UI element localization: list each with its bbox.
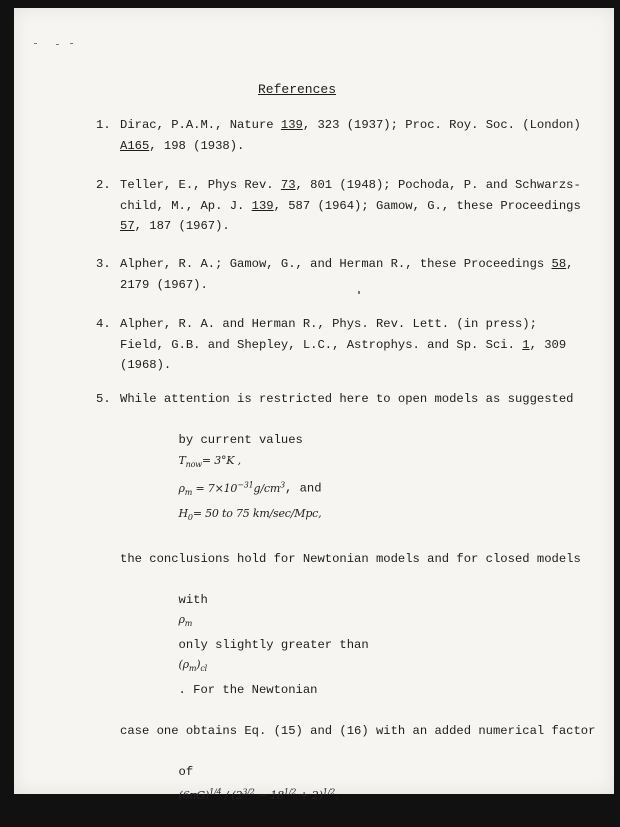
reference-line: While attention is restricted here to open models as suggested — [120, 392, 574, 406]
reference-line — [120, 410, 590, 549]
reference-line — [120, 335, 566, 356]
reference-line — [120, 196, 581, 217]
reference-text: , 801 (1948); Pochoda, P. and Schwarzs- — [295, 178, 581, 192]
reference-text: Dirac, P.A.M., Nature — [120, 118, 281, 132]
reference-text: , 323 (1937); Proc. Roy. Soc. (London) — [302, 118, 581, 132]
reference-text: (1968). — [120, 358, 172, 372]
reference-text: . For the Newtonian — [178, 683, 318, 698]
handwritten-critical-density: $(\rho_m)_{cl}$ — [178, 658, 207, 674]
reference-text: , 587 (1964); Gamow, G., these Proceedings — [273, 198, 581, 213]
underlined-volume: 58 — [551, 257, 567, 271]
reference-line — [120, 254, 573, 275]
reference-line — [120, 355, 566, 376]
reference-text: Alpher, R. A. and Herman R., Phys. Rev. Lett. (in press); — [120, 317, 537, 331]
reference-text: , 198 (1938). — [149, 138, 245, 153]
underlined-volume: 139 — [251, 198, 274, 213]
underlined-volume: 57 — [120, 219, 135, 233]
reference-text: child, M., Ap. J. — [120, 198, 252, 213]
reference-text: Field, G.B. and Shepley, L.C., Astrophys. and Sp. Sci. — [120, 337, 523, 352]
reference-line — [120, 175, 581, 196]
underlined-volume: 73 — [280, 178, 296, 192]
reference-text: of — [178, 765, 194, 780]
reference-line — [120, 569, 590, 721]
reference-text: , and — [284, 481, 322, 496]
reference-number: 4. — [96, 317, 111, 331]
reference-text: by current values — [178, 433, 303, 447]
underlined-volume: 1 — [522, 337, 530, 352]
handwritten-density: $\rho_m = 7\times 10^{-31}g/cm^3$ — [178, 480, 285, 498]
handwritten-hubble: $H_0= 50$ to 75 km/sec/Mpc, — [178, 506, 322, 522]
reference-text: , 309 — [529, 337, 567, 352]
paper-speck — [34, 43, 37, 44]
reference-line: the conclusions hold for Newtonian models and for closed models — [120, 551, 581, 566]
underlined-volume: 139 — [280, 118, 303, 132]
paper-speck — [56, 44, 59, 45]
reference-text: 2179 (1967). — [120, 277, 208, 292]
reference-line — [120, 136, 581, 157]
reference-text: , 187 (1967). — [134, 219, 230, 233]
reference-number: 5. — [96, 392, 111, 406]
reference-line — [120, 742, 590, 827]
paper-speck — [70, 43, 73, 44]
reference-number: 2. — [96, 178, 111, 192]
handwritten-factor: $(6\pi G)^{1/4} / (2^{3/2} - 18^{1/2} + 2)^{1/2}$. — [178, 787, 339, 803]
handwritten-temperature: $T_{now}= 3^\circ K$ , — [178, 453, 241, 469]
underlined-volume: A165 — [120, 138, 150, 153]
reference-text: Teller, E., Phys Rev. — [120, 178, 281, 192]
handwritten-rho: $\rho_m$ — [178, 613, 193, 629]
paper-speck — [358, 291, 360, 294]
reference-text: only slightly greater than — [178, 637, 369, 652]
page-title: References — [258, 82, 337, 97]
reference-line: case one obtains Eq. (15) and (16) with an added numerical factor — [120, 724, 596, 739]
reference-line — [120, 275, 573, 296]
document-page — [14, 8, 614, 803]
reference-text: with — [178, 592, 208, 607]
reference-line — [120, 216, 581, 237]
reference-number: 3. — [96, 257, 111, 271]
reference-number: 1. — [96, 118, 111, 132]
reference-text: , — [566, 257, 574, 271]
reference-text: Alpher, R. A.; Gamow, G., and Herman R., these Proceedings — [120, 257, 552, 271]
reference-line — [120, 115, 581, 136]
reference-line — [120, 314, 566, 335]
